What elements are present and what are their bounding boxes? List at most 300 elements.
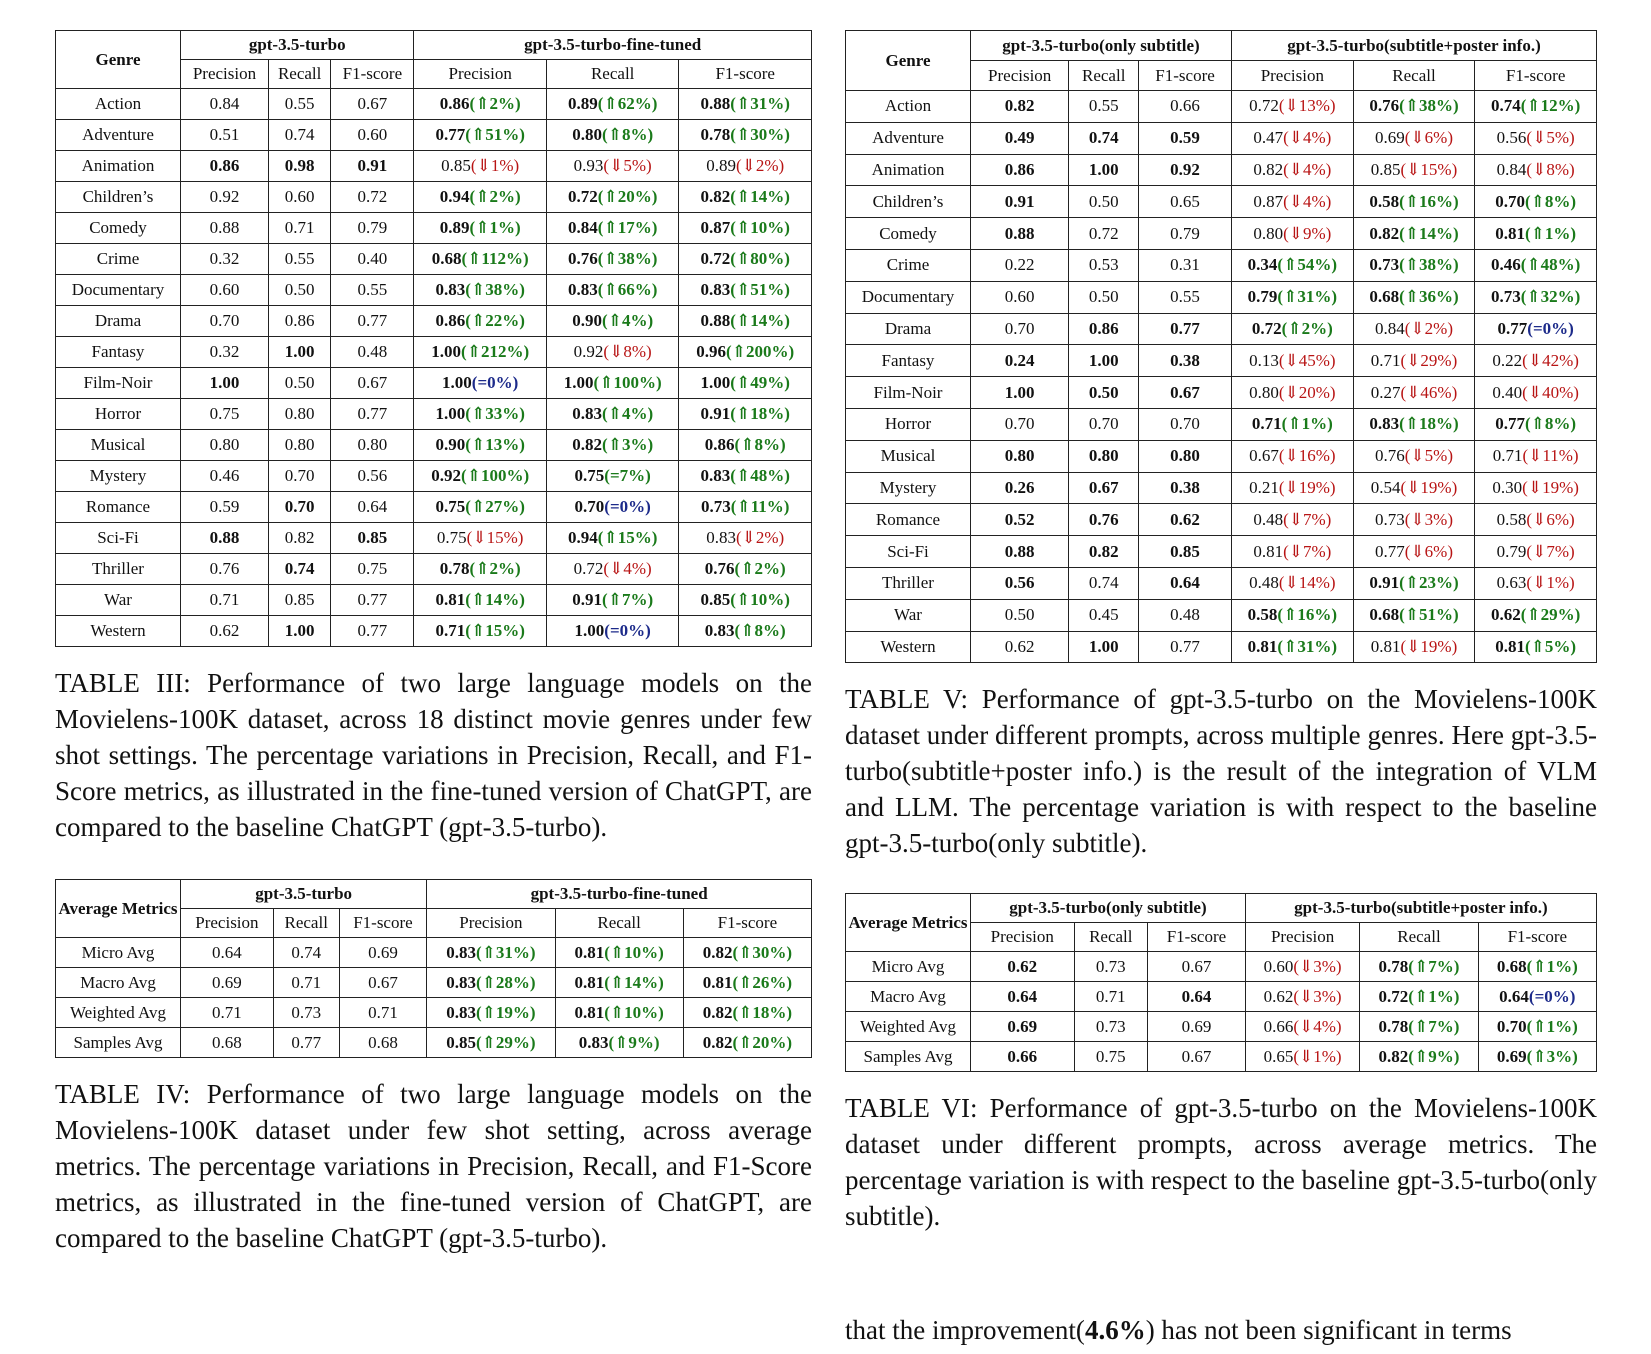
down-arrow-icon: ⇓ <box>1284 573 1299 593</box>
change-percent: 5% <box>623 156 647 175</box>
baseline-cell: 0.38 <box>1139 345 1232 377</box>
baseline-cell: 0.77 <box>1139 313 1232 345</box>
baseline-cell: 1.00 <box>1069 345 1139 377</box>
change-percent: 20% <box>1298 382 1330 402</box>
cell-value: 0.96 <box>696 342 727 361</box>
comparison-cell <box>414 368 547 399</box>
comparison-cell <box>546 306 679 337</box>
up-arrow-icon: ⇑ <box>731 342 746 361</box>
change-percent: 29% <box>1420 350 1452 370</box>
change-percent: 15% <box>617 528 652 547</box>
baseline-cell: 0.50 <box>1069 186 1139 218</box>
change-percent: 14% <box>1298 573 1330 593</box>
change-percent: 15% <box>1420 159 1452 179</box>
body-text-after: ) has not been significant in terms <box>1145 1315 1512 1345</box>
cell-value: 0.89 <box>439 218 470 237</box>
baseline-cell: 0.80 <box>971 440 1069 472</box>
comparison-cell <box>414 244 547 275</box>
up-arrow-icon: ⇑ <box>735 280 751 299</box>
baseline-cell: 0.86 <box>268 306 330 337</box>
cell-value: 0.78 <box>700 125 731 144</box>
change-indicator: (=0%) <box>1527 318 1574 338</box>
baseline-cell: 0.69 <box>181 968 274 998</box>
change-percent: 15% <box>485 621 520 640</box>
cell-value: 0.80 <box>1253 223 1284 243</box>
change-percent: 2% <box>489 187 515 206</box>
change-percent: 12% <box>1540 96 1575 116</box>
table-row <box>56 244 812 275</box>
change-indicator: (⇑16%) <box>1399 191 1459 211</box>
cell-value: 0.73 <box>1369 255 1400 275</box>
cell-value: 0.85 <box>446 1032 476 1052</box>
down-arrow-icon: ⇓ <box>1288 159 1303 179</box>
change-percent: 19% <box>1420 477 1452 497</box>
change-percent: 20% <box>752 1032 787 1052</box>
comparison-cell <box>1353 504 1475 536</box>
change-indicator: (⇓19%) <box>1400 636 1458 656</box>
baseline-cell: 0.68 <box>339 1028 427 1058</box>
cell-value: 0.84 <box>1374 318 1405 338</box>
change-percent: 10% <box>624 942 659 962</box>
model-group-header: gpt-3.5-turbo-fine-tuned <box>414 31 812 60</box>
cell-value: 0.58 <box>1247 605 1278 625</box>
comparison-cell <box>1245 982 1359 1012</box>
change-indicator: (⇑12%) <box>1520 96 1581 116</box>
up-arrow-icon: ⇑ <box>735 590 751 609</box>
change-indicator: (⇑1%) <box>1281 414 1333 434</box>
change-indicator: (⇓19%) <box>1522 477 1579 497</box>
table-row <box>846 345 1597 377</box>
row-label: Children’s <box>846 186 971 218</box>
comparison-cell <box>555 938 683 968</box>
change-indicator: (⇑23%) <box>1399 573 1459 593</box>
up-arrow-icon: ⇑ <box>1404 96 1419 116</box>
row-label: Crime <box>56 244 181 275</box>
table-header <box>846 31 1597 91</box>
change-indicator: (⇓7%) <box>1283 509 1332 529</box>
table-header <box>56 880 812 938</box>
cell-value: 0.58 <box>1369 191 1400 211</box>
cell-value: 0.85 <box>700 590 731 609</box>
row-label: Horror <box>846 408 971 440</box>
cell-value: 0.80 <box>1249 382 1279 402</box>
change-percent: 3% <box>1313 986 1336 1006</box>
change-indicator: (⇓5%) <box>1404 446 1453 466</box>
baseline-cell: 0.86 <box>1069 313 1139 345</box>
baseline-cell: 0.64 <box>971 982 1075 1012</box>
change-percent: 19% <box>1298 477 1330 497</box>
baseline-cell: 0.91 <box>971 186 1069 218</box>
comparison-cell <box>1353 186 1475 218</box>
comparison-cell <box>1232 440 1354 472</box>
down-arrow-icon: ⇓ <box>1532 573 1547 593</box>
baseline-cell: 0.38 <box>1139 472 1232 504</box>
cell-value: 0.65 <box>1263 1046 1294 1066</box>
comparison-cell <box>546 492 679 523</box>
change-indicator: (⇓6%) <box>1404 541 1453 561</box>
down-arrow-icon: ⇓ <box>1299 1046 1314 1066</box>
table-row <box>56 182 812 213</box>
baseline-cell: 0.49 <box>971 122 1069 154</box>
change-percent: 49% <box>750 373 785 392</box>
change-percent: 7% <box>1428 1016 1454 1036</box>
baseline-cell: 0.92 <box>181 182 269 213</box>
baseline-cell: 0.70 <box>1069 408 1139 440</box>
change-percent: 0% <box>619 621 646 640</box>
change-percent: 4% <box>623 559 647 578</box>
cell-value: 0.79 <box>1247 287 1278 307</box>
cell-value: 0.72 <box>700 249 731 268</box>
baseline-cell: 0.67 <box>339 968 427 998</box>
table-row <box>846 281 1597 313</box>
baseline-cell: 0.60 <box>268 182 330 213</box>
comparison-cell <box>1475 440 1597 472</box>
comparison-cell <box>427 938 555 968</box>
change-indicator: (⇓3%) <box>1293 956 1342 976</box>
comparison-cell <box>679 275 812 306</box>
table-row <box>846 631 1597 663</box>
comparison-cell <box>1475 631 1597 663</box>
change-indicator: (⇓8%) <box>1526 159 1575 179</box>
equal-icon: = <box>1532 318 1543 338</box>
up-arrow-icon: ⇑ <box>735 466 751 485</box>
change-indicator: (⇑80%) <box>730 249 790 268</box>
baseline-cell: 0.80 <box>331 430 414 461</box>
comparison-cell <box>1475 377 1597 409</box>
cell-value: 0.86 <box>439 94 470 113</box>
baseline-cell: 0.60 <box>331 120 414 151</box>
up-arrow-icon: ⇑ <box>1530 223 1545 243</box>
change-indicator: (⇑28%) <box>475 972 536 992</box>
cell-value: 0.71 <box>1492 446 1523 466</box>
baseline-cell: 0.79 <box>331 213 414 244</box>
cell-value: 0.80 <box>572 125 603 144</box>
row-label: Sci-Fi <box>56 523 181 554</box>
row-label: Mystery <box>846 472 971 504</box>
up-arrow-icon: ⇑ <box>609 1002 625 1022</box>
cell-value: 0.77 <box>1495 414 1525 434</box>
baseline-cell: 0.88 <box>181 213 269 244</box>
up-arrow-icon: ⇑ <box>599 373 614 392</box>
comparison-cell <box>546 368 679 399</box>
baseline-cell: 0.50 <box>268 275 330 306</box>
table-row <box>846 536 1597 568</box>
comparison-cell <box>555 1028 683 1058</box>
change-indicator: (⇑22%) <box>465 311 525 330</box>
comparison-cell <box>679 616 812 647</box>
comparison-cell <box>1475 313 1597 345</box>
change-percent: 80% <box>750 249 785 268</box>
up-arrow-icon: ⇑ <box>735 125 751 144</box>
baseline-cell: 1.00 <box>268 616 330 647</box>
baseline-cell: 0.40 <box>331 244 414 275</box>
cell-value: 0.78 <box>439 559 470 578</box>
change-percent: 18% <box>750 404 785 423</box>
row-label: War <box>56 585 181 616</box>
change-percent: 6% <box>1546 509 1569 529</box>
metric-header: Precision <box>181 60 269 89</box>
comparison-cell <box>1353 313 1475 345</box>
comparison-cell <box>679 368 812 399</box>
change-indicator: (⇑4%) <box>602 404 654 423</box>
change-percent: 42% <box>1542 350 1574 370</box>
change-percent: 48% <box>750 466 785 485</box>
comparison-cell <box>414 120 547 151</box>
table-iii-caption: TABLE III: Performance of two large language models on the Movielens-100K dataset, across 18 distinct movie genres under few shot settings. The percentage variations in Precision, Recall, and F1-Score metrics, as illustrated in the fine-tuned version of ChatGPT, are compared to the baseline ChatGPT (gpt-3.5-turbo). <box>55 668 812 842</box>
comparison-cell <box>1478 982 1596 1012</box>
baseline-cell: 0.45 <box>1069 599 1139 631</box>
cell-value: 0.83 <box>578 1032 609 1052</box>
comparison-cell <box>679 461 812 492</box>
table-iv <box>55 879 812 1058</box>
comparison-cell <box>1475 186 1597 218</box>
baseline-cell: 0.59 <box>181 492 269 523</box>
change-indicator: (⇓15%) <box>466 528 524 547</box>
header-row-groups <box>56 31 812 60</box>
change-indicator: (⇑18%) <box>1399 414 1459 434</box>
change-indicator: (⇑13%) <box>465 435 525 454</box>
cell-value: 0.48 <box>1253 509 1284 529</box>
cell-value: 1.00 <box>435 404 466 423</box>
row-label: Romance <box>846 504 971 536</box>
comparison-cell <box>546 182 679 213</box>
baseline-cell: 0.71 <box>1074 982 1147 1012</box>
row-label: War <box>846 599 971 631</box>
row-label: Western <box>846 631 971 663</box>
baseline-cell: 0.60 <box>971 281 1069 313</box>
metric-header: F1-score <box>339 909 427 938</box>
cell-value: 0.92 <box>573 342 604 361</box>
body-text-bold-value: 4.6% <box>1084 1315 1146 1345</box>
change-indicator: (⇑1%) <box>1526 956 1578 976</box>
model-group-header: gpt-3.5-turbo(only subtitle) <box>971 31 1232 61</box>
cell-value: 0.72 <box>1249 96 1279 116</box>
metric-header: Precision <box>1245 923 1359 952</box>
cell-value: 0.94 <box>568 528 598 547</box>
body-paragraph <box>845 1312 1597 1348</box>
up-arrow-icon: ⇑ <box>607 590 622 609</box>
change-indicator: (⇑8%) <box>602 125 654 144</box>
baseline-cell: 0.88 <box>971 536 1069 568</box>
up-arrow-icon: ⇑ <box>603 218 618 237</box>
down-arrow-icon: ⇓ <box>1532 541 1547 561</box>
table-row <box>846 952 1597 982</box>
baseline-cell: 0.80 <box>1069 440 1139 472</box>
change-percent: 9% <box>1302 223 1326 243</box>
table-row <box>56 368 812 399</box>
change-indicator: (⇓4%) <box>1283 191 1332 211</box>
cell-value: 0.73 <box>1490 287 1521 307</box>
down-arrow-icon: ⇓ <box>1406 636 1421 656</box>
change-indicator: (⇓6%) <box>1404 128 1453 148</box>
comparison-cell <box>414 182 547 213</box>
baseline-cell: 0.77 <box>331 616 414 647</box>
change-percent: 45% <box>1298 350 1330 370</box>
change-percent: 51% <box>750 280 785 299</box>
change-indicator: (⇓4%) <box>1283 128 1332 148</box>
metric-header: Precision <box>181 909 274 938</box>
change-indicator: (⇓15%) <box>1400 159 1458 179</box>
up-arrow-icon: ⇑ <box>738 942 753 962</box>
comparison-cell <box>1475 567 1597 599</box>
baseline-cell: 1.00 <box>1069 631 1139 663</box>
cell-value: 0.73 <box>701 497 731 516</box>
metric-header: F1-score <box>1148 923 1246 952</box>
cell-value: 0.81 <box>1495 636 1525 656</box>
change-percent: 20% <box>617 187 652 206</box>
cell-value: 1.00 <box>442 373 472 392</box>
change-percent: 7% <box>1302 509 1326 529</box>
up-arrow-icon: ⇑ <box>1526 605 1541 625</box>
change-indicator: (⇑31%) <box>475 942 536 962</box>
cell-value: 0.83 <box>568 280 598 299</box>
change-indicator: (⇑16%) <box>1277 605 1337 625</box>
row-label: Thriller <box>846 567 971 599</box>
baseline-cell: 0.74 <box>1069 122 1139 154</box>
cell-value: 0.84 <box>1496 159 1527 179</box>
change-indicator: (⇑10%) <box>604 942 664 962</box>
cell-value: 0.93 <box>573 156 604 175</box>
equal-icon: = <box>609 466 620 485</box>
up-arrow-icon: ⇑ <box>470 621 486 640</box>
row-label: Fantasy <box>56 337 181 368</box>
up-arrow-icon: ⇑ <box>1404 191 1419 211</box>
cell-value: 0.71 <box>1251 414 1282 434</box>
change-indicator: (⇑19%) <box>475 1002 536 1022</box>
up-arrow-icon: ⇑ <box>481 972 496 992</box>
cell-value: 0.81 <box>1247 636 1278 656</box>
up-arrow-icon: ⇑ <box>1530 636 1545 656</box>
cell-value: 0.75 <box>436 528 467 547</box>
comparison-cell <box>546 244 679 275</box>
change-indicator: (⇓2%) <box>735 156 785 175</box>
change-percent: 8% <box>1544 191 1571 211</box>
row-label: Fantasy <box>846 345 971 377</box>
table-header <box>56 31 812 89</box>
change-indicator: (=0%) <box>604 621 651 640</box>
change-indicator: (⇑1%) <box>469 218 521 237</box>
cell-value: 0.75 <box>435 497 466 516</box>
baseline-cell: 0.67 <box>1069 472 1139 504</box>
equal-icon: = <box>1534 986 1545 1006</box>
comparison-cell <box>414 151 547 182</box>
row-label: Musical <box>846 440 971 472</box>
up-arrow-icon: ⇑ <box>475 559 490 578</box>
up-arrow-icon: ⇑ <box>1530 414 1545 434</box>
metric-header: Recall <box>555 909 683 938</box>
table-row <box>56 275 812 306</box>
cell-value: 1.00 <box>700 373 731 392</box>
comparison-cell <box>1360 1012 1478 1042</box>
change-indicator: (⇓40%) <box>1522 382 1579 402</box>
comparison-cell <box>1353 536 1475 568</box>
table-row <box>846 122 1597 154</box>
up-arrow-icon: ⇑ <box>475 94 490 113</box>
cell-value: 0.47 <box>1253 128 1284 148</box>
table-row <box>846 154 1597 186</box>
change-percent: 3% <box>1424 509 1448 529</box>
change-indicator: (⇑2%) <box>469 187 521 206</box>
change-indicator: (⇑38%) <box>465 280 525 299</box>
row-label: Weighted Avg <box>846 1012 971 1042</box>
up-arrow-icon: ⇑ <box>475 218 490 237</box>
down-arrow-icon: ⇓ <box>1299 986 1314 1006</box>
baseline-cell: 0.80 <box>1139 440 1232 472</box>
table-row <box>56 998 812 1028</box>
baseline-cell: 0.80 <box>181 430 269 461</box>
baseline-cell: 0.80 <box>268 430 330 461</box>
change-indicator: (⇓45%) <box>1278 350 1336 370</box>
row-label: Documentary <box>846 281 971 313</box>
change-indicator: (⇑62%) <box>597 94 658 113</box>
metric-header: Precision <box>427 909 555 938</box>
cell-value: 0.62 <box>1263 986 1294 1006</box>
down-arrow-icon: ⇓ <box>1527 350 1543 370</box>
comparison-cell <box>414 213 547 244</box>
table-row <box>56 120 812 151</box>
row-label: Comedy <box>846 218 971 250</box>
up-arrow-icon: ⇑ <box>466 342 481 361</box>
table-v <box>845 30 1597 663</box>
up-arrow-icon: ⇑ <box>1532 1046 1547 1066</box>
comparison-cell <box>1475 408 1597 440</box>
cell-value: 0.70 <box>1496 1016 1527 1036</box>
cell-value: 0.86 <box>435 311 466 330</box>
comparison-cell <box>1353 281 1475 313</box>
change-indicator: (⇓3%) <box>1293 986 1342 1006</box>
metric-header: Recall <box>268 60 330 89</box>
change-percent: 1% <box>490 156 514 175</box>
change-indicator: (⇑38%) <box>597 249 658 268</box>
up-arrow-icon: ⇑ <box>1404 255 1419 275</box>
table-row <box>56 430 812 461</box>
change-indicator: (⇑100%) <box>461 466 530 485</box>
comparison-cell <box>1475 281 1597 313</box>
up-arrow-icon: ⇑ <box>609 972 625 992</box>
table-row <box>56 461 812 492</box>
change-indicator: (⇑18%) <box>732 1002 793 1022</box>
body-text-before: that the improvement( <box>845 1315 1085 1345</box>
cell-value: 0.83 <box>446 972 476 992</box>
comparison-cell <box>1353 440 1475 472</box>
row-label: Drama <box>56 306 181 337</box>
baseline-cell: 0.60 <box>181 275 269 306</box>
cell-value: 0.75 <box>574 466 605 485</box>
up-arrow-icon: ⇑ <box>1404 573 1419 593</box>
row-label: Animation <box>56 151 181 182</box>
row-label: Romance <box>56 492 181 523</box>
change-percent: 36% <box>1418 287 1453 307</box>
table-row <box>56 89 812 120</box>
up-arrow-icon: ⇑ <box>738 1032 753 1052</box>
baseline-cell: 0.77 <box>331 585 414 616</box>
change-indicator: (⇑17%) <box>597 218 658 237</box>
change-indicator: (⇓9%) <box>1283 223 1332 243</box>
change-indicator: (⇓3%) <box>1404 509 1453 529</box>
change-percent: 2% <box>489 559 515 578</box>
change-percent: 8% <box>1544 414 1571 434</box>
comparison-cell <box>414 89 547 120</box>
up-arrow-icon: ⇑ <box>1283 605 1298 625</box>
cell-value: 0.69 <box>1374 128 1405 148</box>
baseline-cell: 1.00 <box>268 337 330 368</box>
change-percent: 48% <box>1540 255 1575 275</box>
row-label: Sci-Fi <box>846 536 971 568</box>
baseline-cell: 0.68 <box>181 1028 274 1058</box>
baseline-cell: 0.82 <box>1069 536 1139 568</box>
change-percent: 31% <box>1297 287 1332 307</box>
change-percent: 3% <box>1313 956 1336 976</box>
